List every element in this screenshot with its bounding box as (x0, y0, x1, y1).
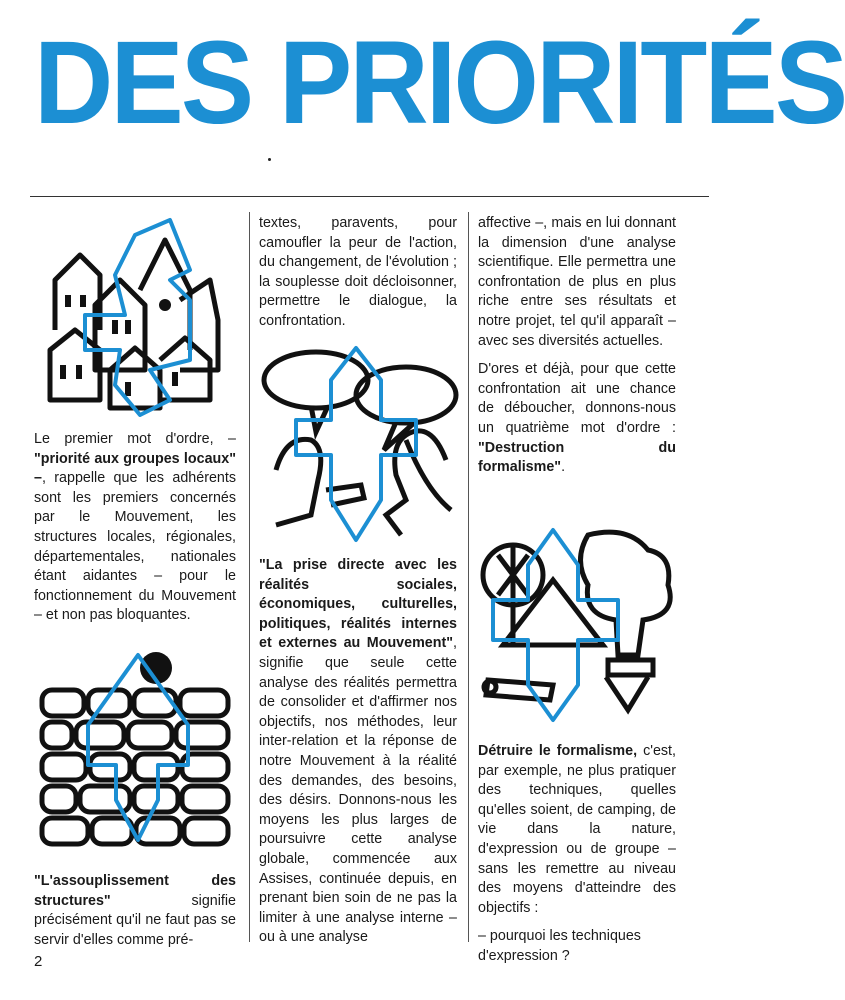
header-rule (30, 196, 709, 197)
wall-illustration (38, 650, 238, 850)
text: , signifie que seule cette analyse des réalités permettra de consolider et d'affirmer nos objectifs, nos méthodes, leur inter-relation et la réponse de notre Mouvement à la réalité des demandes, des besoins, des désirs. Donnons-nous les moyens les plus larges de poursuivre cette analyse globale, commencée aux Assises, continuée depuis, en prenant bien soin de ne pas la limiter à une analyse interne – ou à une analyse (259, 635, 457, 946)
paragraph (478, 742, 676, 918)
text: signifie précisément qu'il ne faut pas se servir d'elles comme pré- (34, 892, 236, 948)
paragraph (478, 360, 676, 478)
text: D'ores et déjà, pour que cette confrontation ait une chance de déboucher, donnons-nous un quatrième mot d'ordre : (478, 361, 676, 436)
paragraph (259, 556, 457, 948)
village-illustration (40, 220, 225, 415)
column-2-top (259, 214, 457, 341)
text: , rappelle que les adhérents sont les premiers concernés par le Mouvement, les structures locales, régionales, départementales, nationales étant aidantes – pour le fonctionnement du Mouvement – et non pas bloquantes. (34, 470, 236, 624)
bold-phrase: "Destruction du formalisme" (478, 439, 676, 476)
paragraph: affective –, mais en lui donnant la dimension d'une analyse scientifique. Elle permettra une confrontation de plus en plus riche entre ses résultats et notre projet, tel qu'il apparaît – avec ses diversités actuelles. (478, 215, 676, 349)
bold-phrase: Détruire le formalisme, (478, 743, 638, 759)
column-3-top (478, 214, 676, 487)
page-number: 2 (34, 953, 43, 970)
column-1-bottom (34, 872, 236, 959)
decorative-dot (268, 158, 271, 161)
paragraph (34, 430, 236, 626)
column-3-bottom (478, 742, 676, 976)
bold-phrase: "La prise directe avec les réalités sociales, économiques, culturelles, politiques, réalités internes et externes au Mouvement" (259, 557, 457, 652)
text: Le premier mot d'ordre, – (34, 431, 236, 447)
bold-phrase: "L'assouplissement des structures" (34, 873, 236, 909)
column-1-top (34, 430, 236, 635)
page-title: DES PRIORITÉS (34, 17, 845, 149)
column-2-bottom (259, 556, 457, 957)
nature-illustration (478, 525, 678, 725)
paragraph (34, 872, 236, 950)
paragraph: – pourquoi les techniques d'expression ? (478, 928, 641, 964)
paragraph: textes, paravents, pour camoufler la peur de l'action, du changement, de l'évolution ; la souplesse doit décloisonner, permettre le dialogue, la confrontation. (259, 215, 457, 329)
column-divider (249, 212, 250, 942)
column-divider (468, 212, 469, 942)
text: . (561, 459, 566, 476)
text: c'est, par exemple, ne plus pratiquer des techniques, quelles qu'elles soient, de camping, de vie dans la nature, d'expression ou de groupe – sans les remettre au niveau des moyens d'atteindre des objectifs : (478, 743, 676, 916)
bold-phrase: "priorité aux groupes locaux" – (34, 450, 236, 487)
dialogue-illustration (256, 340, 461, 545)
